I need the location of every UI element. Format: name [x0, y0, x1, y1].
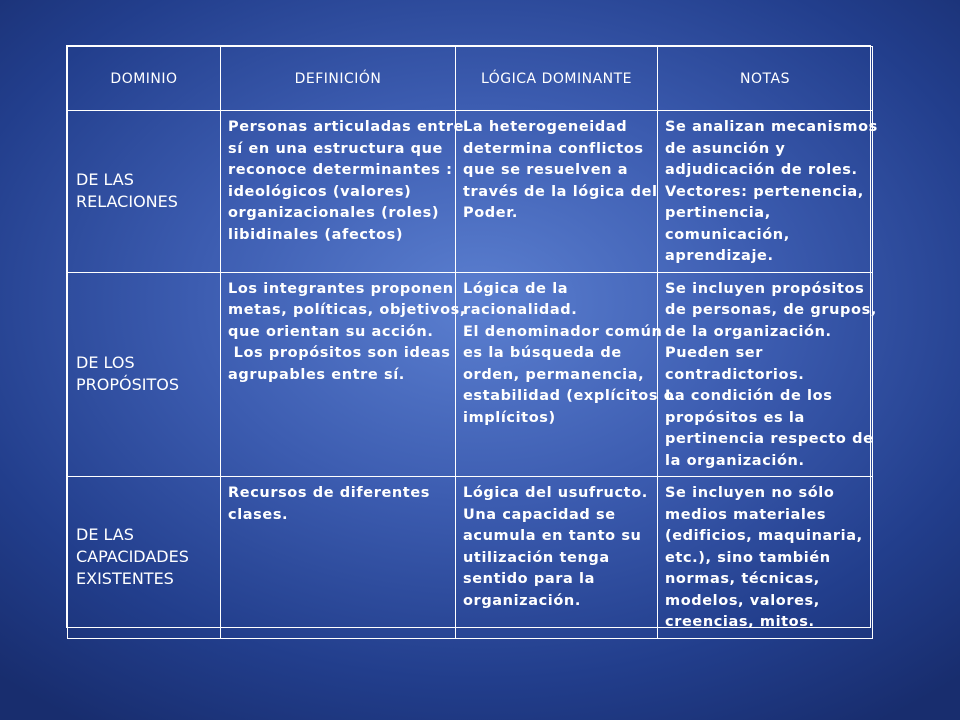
cell-line: Vectores: pertenencia,: [665, 183, 864, 200]
cell-line: comunicación,: [665, 226, 790, 243]
cell-line: de la organización.: [665, 323, 832, 340]
cell-line: la organización.: [665, 452, 805, 469]
cell-line: agrupables entre sí.: [228, 366, 405, 383]
cell-line: pertinencia respecto de: [665, 431, 874, 447]
header-dominio: DOMINIO: [68, 47, 221, 111]
cell-line: RELACIONES: [76, 192, 178, 212]
notes-cell: [658, 477, 873, 639]
cell-line: ideológicos (valores): [228, 183, 412, 200]
cell-line: adjudicación de roles.: [665, 162, 858, 178]
cell-line: Se analizan mecanismos: [665, 119, 878, 135]
header-definicion: DEFINICIÓN: [221, 47, 456, 111]
definition-cell: [221, 477, 456, 639]
cell-line: La heterogeneidad: [463, 119, 628, 135]
cell-line: estabilidad (explícitos o: [463, 388, 675, 404]
cell-line: través de la lógica del: [463, 183, 658, 200]
cell-line: racionalidad.: [463, 302, 578, 318]
cell-line: aprendizaje.: [665, 248, 774, 264]
logic-cell: [456, 111, 658, 273]
cell-line: modelos, valores,: [665, 592, 820, 609]
cell-line: Recursos de diferentes: [228, 485, 430, 501]
cell-line: de personas, de grupos,: [665, 302, 877, 318]
cell-line: implícitos): [463, 409, 556, 426]
cell-line: medios materiales: [665, 506, 827, 523]
cell-line: clases.: [228, 506, 289, 523]
cell-line: DE LAS: [76, 525, 134, 545]
cell-line: organización.: [463, 592, 581, 609]
cell-line: PROPÓSITOS: [76, 375, 179, 395]
cell-line: reconoce determinantes :: [228, 162, 453, 178]
header-logica-dominante: LÓGICA DOMINANTE: [456, 47, 658, 111]
cell-line: determina conflictos: [463, 140, 644, 157]
cell-line: de asunción y: [665, 140, 786, 157]
domain-cell-relaciones: [68, 111, 221, 273]
cell-line: acumula en tanto su: [463, 528, 642, 544]
cell-line: CAPACIDADES: [76, 547, 189, 567]
cell-line: EXISTENTES: [76, 569, 174, 589]
logic-cell: [456, 477, 658, 639]
cell-line: libidinales (afectos): [228, 226, 404, 243]
header-notas: NOTAS: [658, 47, 873, 111]
cell-line: normas, técnicas,: [665, 571, 820, 587]
cell-line: metas, políticas, objetivos,: [228, 302, 466, 318]
cell-line: es la búsqueda de: [463, 345, 622, 361]
table-row: [68, 111, 873, 273]
cell-line: contradictorios.: [665, 366, 805, 383]
table-row: [68, 477, 873, 639]
domains-table: [66, 45, 878, 630]
table-row: [68, 272, 873, 477]
cell-line: (edificios, maquinaria,: [665, 528, 863, 544]
cell-line: El denominador común: [463, 323, 663, 340]
cell-line: Lógica de la: [463, 280, 569, 297]
notes-cell: [658, 111, 878, 273]
cell-line: Los propósitos son ideas: [228, 345, 451, 361]
cell-line: La condición de los: [665, 388, 833, 404]
definition-cell: [221, 272, 466, 477]
cell-line: creencias, mitos.: [665, 614, 815, 630]
cell-line: Se incluyen propósitos: [665, 280, 865, 297]
cell-line: que orientan su acción.: [228, 323, 434, 340]
cell-line: Personas articuladas entre: [228, 119, 465, 135]
cell-line: Se incluyen no sólo: [665, 485, 835, 501]
domain-cell-capacidades: [68, 477, 221, 639]
cell-line: Los integrantes proponen: [228, 280, 454, 297]
cell-line: Una capacidad se: [463, 506, 616, 523]
cell-line: sí en una estructura que: [228, 140, 443, 157]
cell-line: etc.), sino también: [665, 549, 831, 566]
cell-line: que se resuelven a: [463, 162, 629, 178]
cell-line: utilización tenga: [463, 549, 610, 566]
cell-line: propósitos es la: [665, 409, 805, 426]
definition-cell: [221, 111, 465, 273]
logic-cell: [456, 272, 675, 477]
table: [67, 46, 878, 639]
cell-line: Poder.: [463, 205, 518, 221]
cell-line: organizacionales (roles): [228, 205, 440, 221]
cell-line: orden, permanencia,: [463, 366, 645, 383]
cell-line: DE LOS: [76, 353, 135, 373]
cell-line: sentido para la: [463, 571, 595, 587]
cell-line: pertinencia,: [665, 205, 771, 221]
cell-line: Pueden ser: [665, 345, 763, 361]
notes-cell: [658, 272, 877, 477]
cell-line: Lógica del usufructo.: [463, 485, 648, 501]
domain-cell-propositos: [68, 272, 221, 477]
cell-line: DE LAS: [76, 170, 134, 190]
header-row: [68, 47, 873, 111]
